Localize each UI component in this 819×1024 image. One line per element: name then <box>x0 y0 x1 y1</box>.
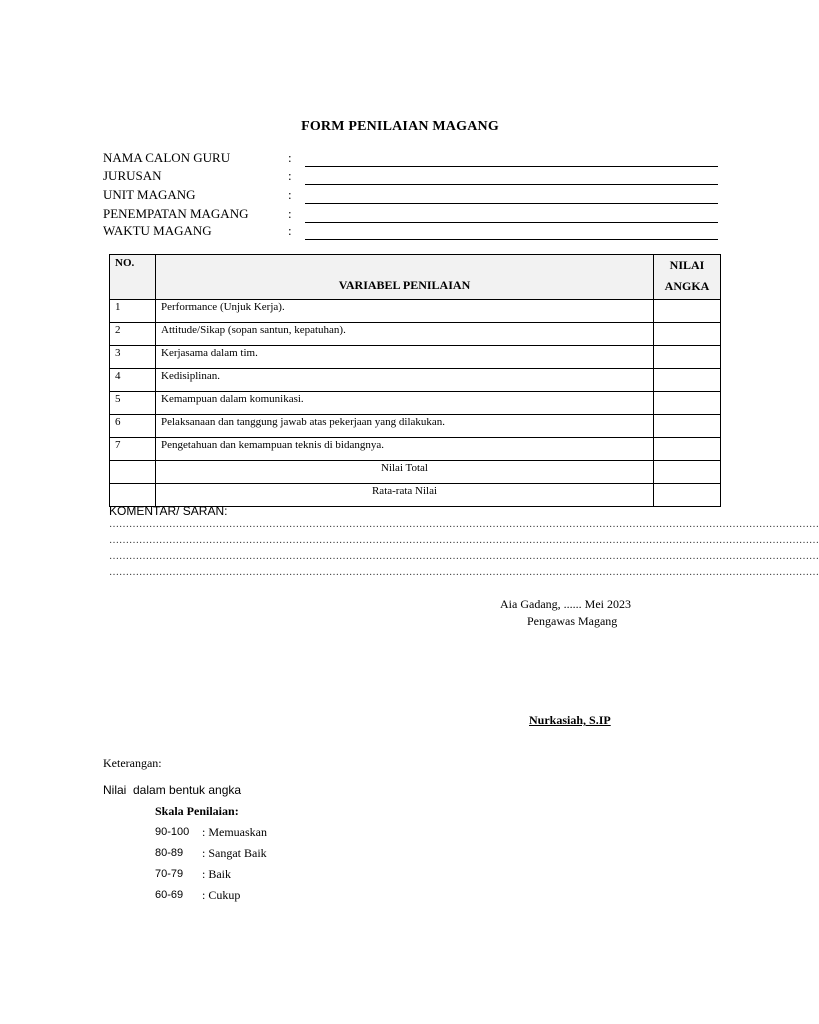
row-nilai-cell[interactable] <box>654 438 721 461</box>
keterangan-label: Keterangan: <box>103 756 162 770</box>
nilai-description: Nilai dalam bentuk angka <box>103 783 242 797</box>
row-variabel: Kedisiplinan. <box>156 369 654 392</box>
row-nilai-cell[interactable] <box>654 300 721 323</box>
field-label-jurusan: JURUSAN <box>103 168 162 183</box>
form-title: FORM PENILAIAN MAGANG <box>301 119 499 134</box>
row-no: 1 <box>110 300 156 323</box>
signatory-role: Pengawas Magang <box>527 614 618 628</box>
comment-label: KOMENTAR/ SARAN: <box>109 504 228 518</box>
field-label-nama: NAMA CALON GURU <box>103 150 231 165</box>
row-nilai-cell[interactable] <box>654 346 721 369</box>
average-value-cell[interactable] <box>654 484 721 507</box>
field-label-unit-magang: UNIT MAGANG <box>103 187 196 202</box>
table-row <box>110 415 721 438</box>
penempatan-magang-line[interactable] <box>305 222 718 223</box>
assessment-table <box>109 254 721 507</box>
scale-range: 90-100 <box>155 826 190 838</box>
scale-title: Skala Penilaian: <box>155 804 239 818</box>
field-colon: : <box>288 206 292 221</box>
scale-desc: : Sangat Baik <box>202 846 267 860</box>
total-label: Nilai Total <box>156 461 654 484</box>
table-row <box>110 346 721 369</box>
row-no: 3 <box>110 346 156 369</box>
field-colon: : <box>288 168 292 183</box>
row-variabel: Kerjasama dalam tim. <box>156 346 654 369</box>
waktu-magang-line[interactable] <box>305 239 718 240</box>
scale-desc: : Cukup <box>202 888 241 902</box>
header-nilai-line1: NILAI <box>669 258 705 272</box>
nama-calon-guru-line[interactable] <box>305 166 718 167</box>
row-nilai-cell[interactable] <box>654 415 721 438</box>
row-no: 7 <box>110 438 156 461</box>
jurusan-line[interactable] <box>305 184 718 185</box>
table-row <box>110 392 721 415</box>
row-no: 5 <box>110 392 156 415</box>
scale-desc: : Memuaskan <box>202 825 267 839</box>
field-colon: : <box>288 187 292 202</box>
field-label-waktu: WAKTU MAGANG <box>103 223 212 238</box>
table-row <box>110 369 721 392</box>
row-variabel: Performance (Unjuk Kerja). <box>156 300 654 323</box>
average-label: Rata-rata Nilai <box>156 484 654 507</box>
header-variabel: VARIABEL PENILAIAN <box>156 255 654 300</box>
row-no: 6 <box>110 415 156 438</box>
unit-magang-line[interactable] <box>305 203 718 204</box>
place-date: Aia Gadang, ...... Mei 2023 <box>500 597 631 611</box>
total-row <box>110 461 721 484</box>
scale-range: 70-79 <box>155 868 184 880</box>
header-nilai-line2: ANGKA <box>664 279 710 293</box>
row-no: 2 <box>110 323 156 346</box>
scale-range: 60-69 <box>155 889 184 901</box>
header-no: NO. <box>110 255 156 300</box>
comment-line-1[interactable]: …………………………………………………………………………………………………………………………………………………………………………………………… <box>109 519 819 530</box>
total-value-cell[interactable] <box>654 461 721 484</box>
total-no-cell <box>110 461 156 484</box>
table-row <box>110 300 721 323</box>
comment-line-4[interactable]: …………………………………………………………………………………………………………………………………………………………………………………………… <box>109 567 819 578</box>
row-nilai-cell[interactable] <box>654 392 721 415</box>
comment-line-2[interactable]: …………………………………………………………………………………………………………………………………………………………………………………………… <box>109 535 819 546</box>
table-row <box>110 323 721 346</box>
row-no: 4 <box>110 369 156 392</box>
row-nilai-cell[interactable] <box>654 323 721 346</box>
field-colon: : <box>288 223 292 238</box>
scale-desc: : Baik <box>202 867 231 881</box>
row-variabel: Attitude/Sikap (sopan santun, kepatuhan). <box>156 323 654 346</box>
row-variabel: Pelaksanaan dan tanggung jawab atas pekerjaan yang dilakukan. <box>156 415 654 438</box>
table-row <box>110 438 721 461</box>
row-nilai-cell[interactable] <box>654 369 721 392</box>
row-variabel: Kemampuan dalam komunikasi. <box>156 392 654 415</box>
field-colon: : <box>288 150 292 165</box>
comment-line-3[interactable]: …………………………………………………………………………………………………………………………………………………………………………………………… <box>109 551 819 562</box>
table-header-row <box>110 255 721 300</box>
row-variabel: Pengetahuan dan kemampuan teknis di bidangnya. <box>156 438 654 461</box>
field-label-penempatan: PENEMPATAN MAGANG <box>103 206 249 221</box>
scale-range: 80-89 <box>155 847 184 859</box>
signatory-name: Nurkasiah, S.IP <box>529 713 611 727</box>
header-nilai <box>654 255 721 300</box>
